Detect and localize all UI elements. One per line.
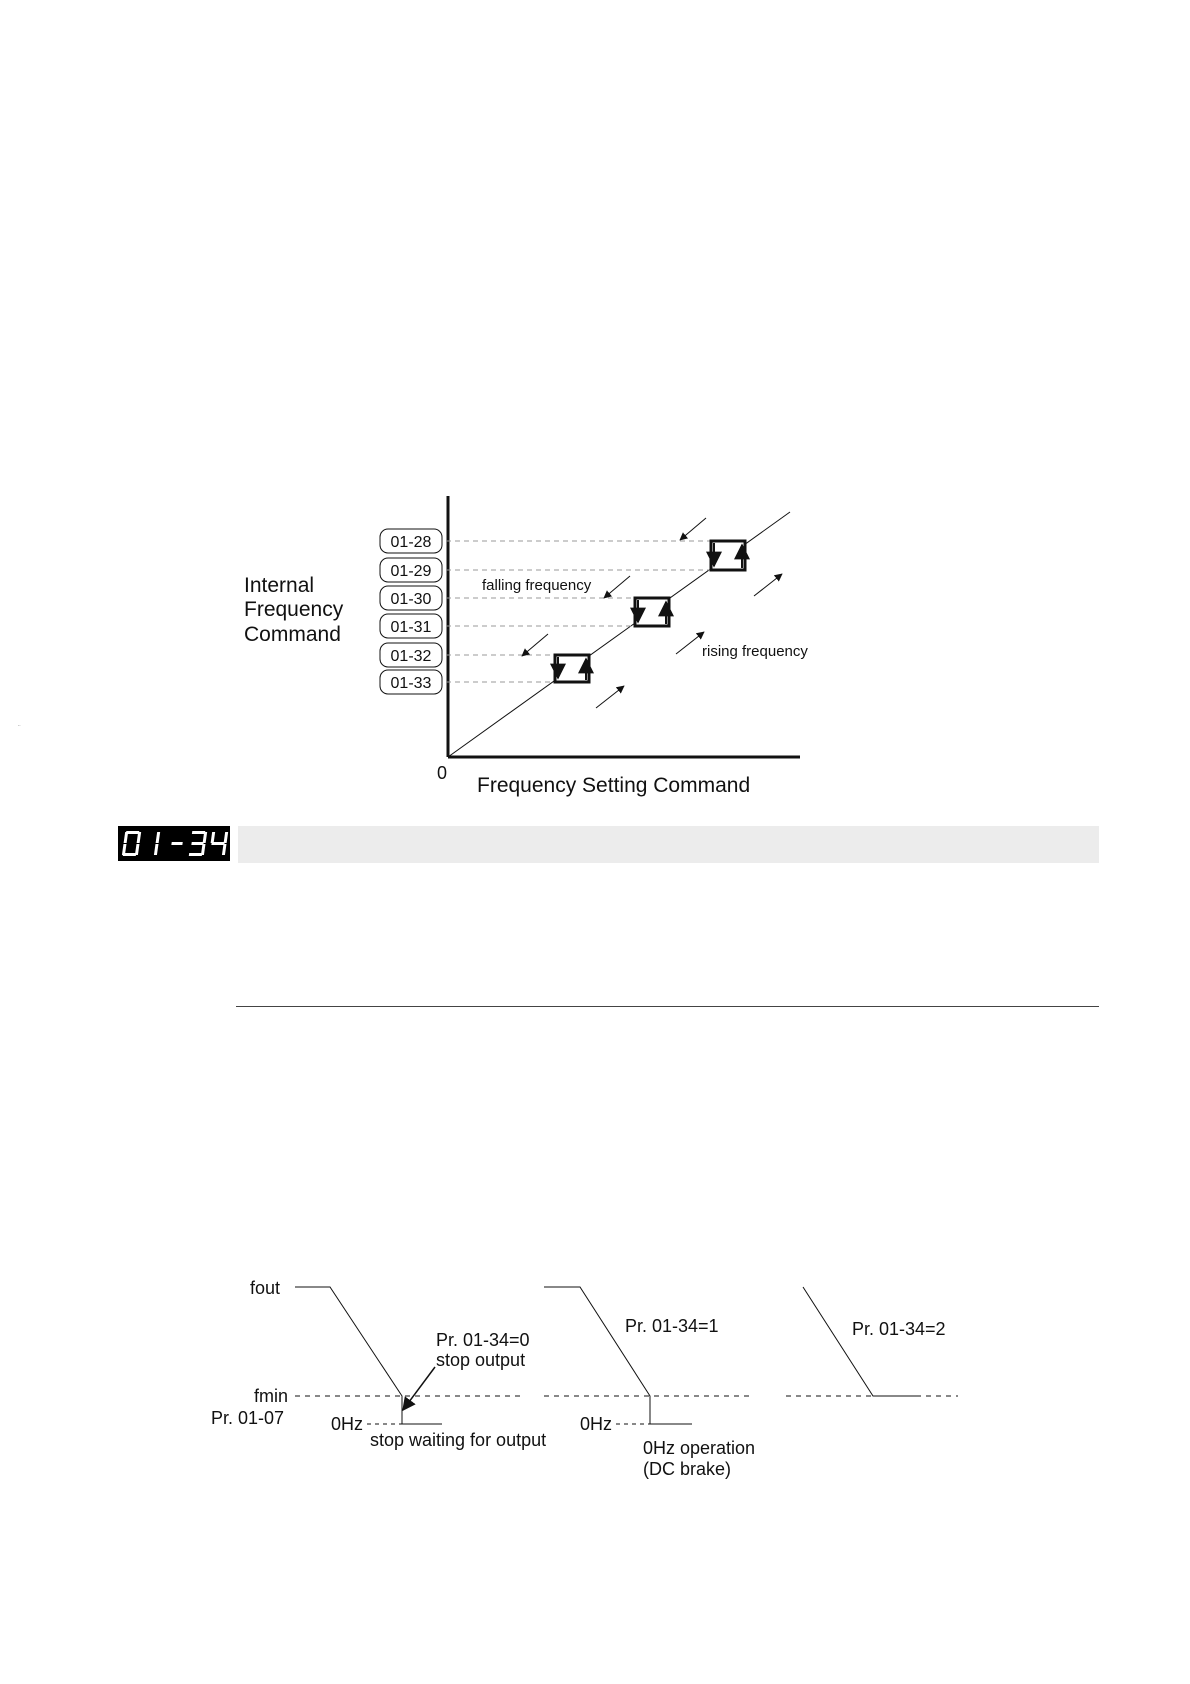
mode2-curve [803,1287,918,1396]
rising-arrow-3 [596,686,624,708]
section-divider [236,1006,1099,1007]
rising-arrow-1 [754,574,782,596]
mode1-bottom-label-2: (DC brake) [643,1459,732,1479]
mode0-title: Pr. 01-34=0 [436,1330,530,1350]
level-label-01-33: 01-33 [390,675,432,692]
mode0-bottom-label: stop waiting for output [370,1430,547,1450]
rising-frequency-label: rising frequency [702,643,808,660]
zero-hz-label-0: 0Hz [331,1414,364,1434]
level-label-01-31: 01-31 [390,619,432,636]
y-axis-label-line3: Command [244,623,341,646]
seven-segment-code [18,726,230,861]
level-label-01-30: 01-30 [390,591,432,608]
mode0-subtitle: stop output [436,1350,526,1370]
level-label-01-32: 01-32 [390,648,432,665]
level-label-01-28: 01-28 [390,534,432,551]
rising-arrows [596,574,782,708]
level-badges [380,529,442,694]
mode1-title: Pr. 01-34=1 [625,1316,719,1336]
hysteresis-box-middle [635,598,669,626]
falling-frequency-label: falling frequency [482,577,592,594]
level-label-01-29: 01-29 [390,563,432,580]
rising-arrow-2 [676,632,704,654]
pr-01-07-label: Pr. 01-07 [211,1408,285,1428]
falling-arrow-2 [604,576,630,598]
mode2-title: Pr. 01-34=2 [852,1319,946,1339]
origin-label: 0 [437,763,448,783]
mode1-curve [544,1287,692,1424]
mode1-bottom-label-1: 0Hz operation [643,1438,756,1458]
mode0-curve [295,1287,442,1424]
falling-arrow-3 [522,634,548,656]
stop-output-pointer [403,1367,435,1410]
zero-hz-label-1: 0Hz [580,1414,613,1434]
x-axis-label: Frequency Setting Command [477,774,751,797]
hysteresis-box-top [711,541,745,570]
parameter-code-text: 01-34 [18,726,21,727]
fout-label: fout [250,1278,281,1298]
fmin-label: fmin [254,1386,289,1406]
parameter-code-display [18,726,230,861]
frequency-skip-diagram [0,0,1190,820]
hysteresis-box-bottom [555,655,589,682]
y-axis-label-line2: Frequency [244,598,344,621]
y-axis-label-line1: Internal [244,574,315,597]
falling-arrow-1 [680,518,706,540]
parameter-title-band [238,826,1099,863]
